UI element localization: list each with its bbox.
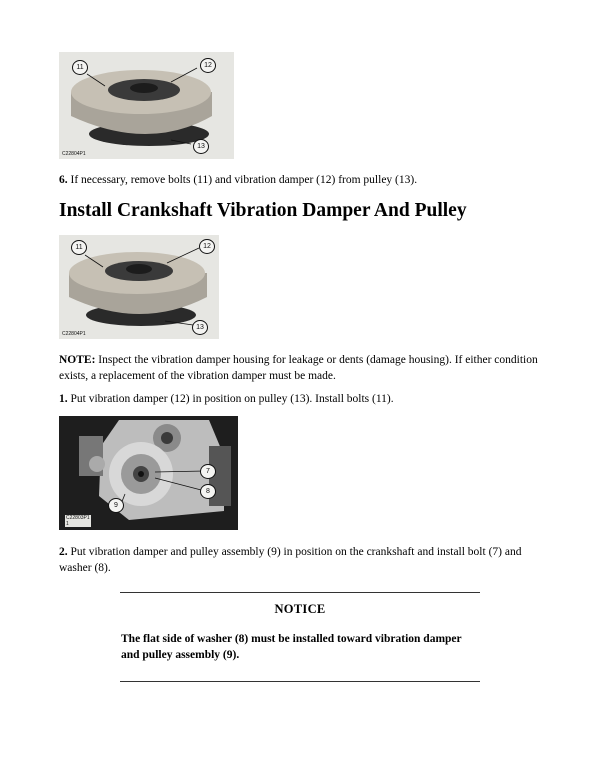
step-2: [59, 544, 545, 576]
step-6: [59, 172, 545, 188]
notice-top-rule: [120, 592, 480, 593]
section-heading: Install Crankshaft Vibration Damper And Pulley: [59, 200, 467, 221]
figure-damper-pulley-install: [59, 235, 219, 339]
callout-13: 13: [193, 139, 209, 154]
note-text: Inspect the vibration damper housing for leakage or dents (damage housing). If either condition exists, a replacement of the vibration damper must be made.: [59, 354, 538, 382]
callout-12: 12: [200, 58, 216, 73]
callout-9: 9: [108, 498, 124, 513]
notice-text: The flat side of washer (8) must be installed toward vibration damper and pulley assembly (9).: [121, 633, 462, 661]
step-text: Put vibration damper and pulley assembly (9) in position on the crankshaft and install bolt (7) and washer (8).: [59, 546, 522, 574]
callout-11: 11: [71, 240, 87, 255]
step-text: If necessary, remove bolts (11) and vibration damper (12) from pulley (13).: [67, 174, 418, 186]
step-number: 6.: [59, 174, 68, 186]
figure-crankshaft-assembly: [59, 416, 238, 530]
figure-id: C22803P1 1: [66, 515, 90, 527]
callout-7: 7: [200, 464, 216, 479]
figure-id: C22804P1: [62, 331, 86, 337]
callout-8: 8: [200, 484, 216, 499]
note: [59, 352, 545, 384]
note-label: NOTE:: [59, 354, 96, 366]
callout-12: 12: [199, 239, 215, 254]
notice-title: NOTICE: [274, 602, 326, 616]
figure-damper-pulley-removal: [59, 52, 234, 159]
callout-11: 11: [72, 60, 88, 75]
figure-id: C22804P1: [62, 151, 86, 157]
callout-13: 13: [192, 320, 208, 335]
step-number: 2.: [59, 546, 68, 558]
notice-bottom-rule: [120, 681, 480, 682]
step-1: [59, 391, 545, 407]
step-number: 1.: [59, 393, 68, 405]
step-text: Put vibration damper (12) in position on pulley (13). Install bolts (11).: [67, 393, 394, 405]
